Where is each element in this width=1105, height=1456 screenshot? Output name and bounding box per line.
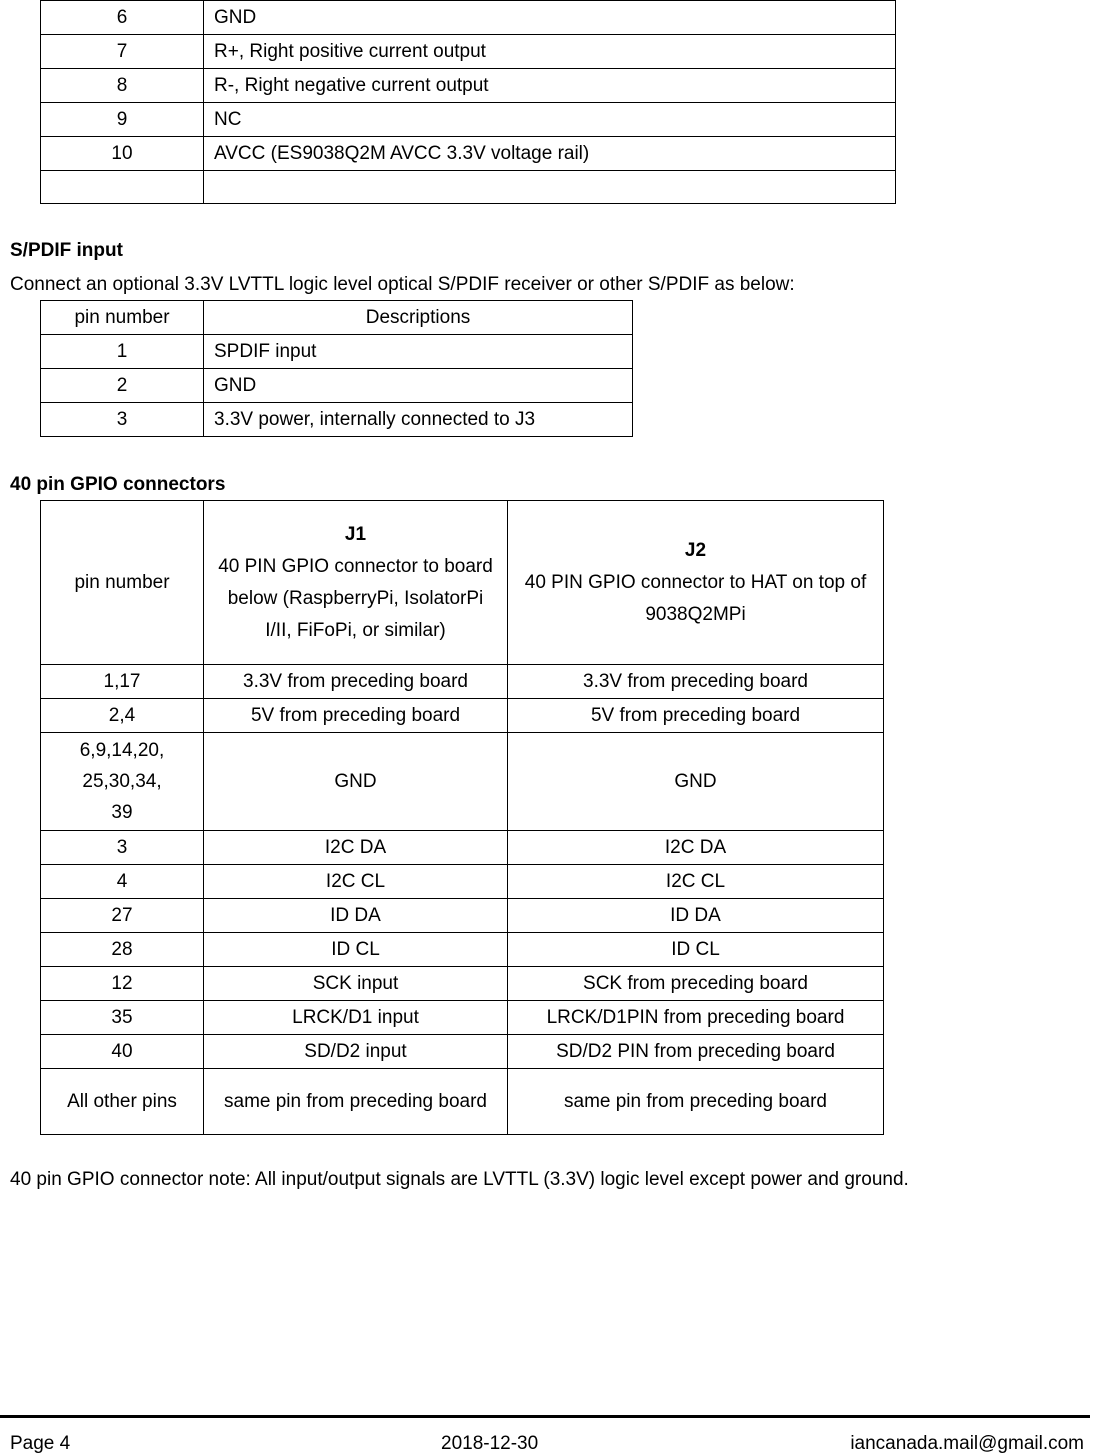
pin-cell: 6,9,14,20, 25,30,34, 39 [41, 733, 204, 831]
j1-cell: 5V from preceding board [204, 699, 508, 733]
table-row [41, 69, 896, 103]
header-j1 [204, 501, 508, 665]
table-row [41, 335, 633, 369]
footer-divider [0, 1415, 1090, 1418]
gpio-note: 40 pin GPIO connector note: All input/output signals are LVTTL (3.3V) logic level except power and ground. [10, 1169, 909, 1190]
table-row [41, 967, 884, 1001]
footer-date: 2018-12-30 [441, 1433, 539, 1454]
j2-cell: ID CL [508, 933, 884, 967]
pin-cell: 28 [41, 933, 204, 967]
j1-cell: ID DA [204, 899, 508, 933]
table-row [41, 403, 633, 437]
pin-cell: All other pins [41, 1069, 204, 1135]
table-row [41, 865, 884, 899]
spdif-intro: Connect an optional 3.3V LVTTL logic level optical S/PDIF receiver or other S/PDIF as below: [10, 274, 795, 295]
pin-table-continued [40, 0, 896, 204]
j2-cell: SCK from preceding board [508, 967, 884, 1001]
desc-cell: R+, Right positive current output [204, 35, 896, 69]
table-header-row [41, 501, 884, 665]
j1-cell: I2C DA [204, 831, 508, 865]
j1-cell: 3.3V from preceding board [204, 665, 508, 699]
table-header-row [41, 301, 633, 335]
j2-cell: same pin from preceding board [508, 1069, 884, 1135]
table-row [41, 933, 884, 967]
pin-cell: 7 [41, 35, 204, 69]
j2-cell: LRCK/D1PIN from preceding board [508, 1001, 884, 1035]
j2-cell: GND [508, 733, 884, 831]
pin-cell: 2,4 [41, 699, 204, 733]
table-row [41, 1, 896, 35]
table-row [41, 35, 896, 69]
pin-cell: 8 [41, 69, 204, 103]
j1-cell: SCK input [204, 967, 508, 1001]
desc-cell: 3.3V power, internally connected to J3 [204, 403, 633, 437]
pin-cell: 2 [41, 369, 204, 403]
table-row [41, 369, 633, 403]
header-j2 [508, 501, 884, 665]
pin-cell [41, 171, 204, 204]
table-row [41, 1001, 884, 1035]
table-row [41, 831, 884, 865]
desc-cell: AVCC (ES9038Q2M AVCC 3.3V voltage rail) [204, 137, 896, 171]
desc-cell: GND [204, 1, 896, 35]
table-row [41, 171, 896, 204]
header-pin-number: pin number [41, 301, 204, 335]
j1-cell: same pin from preceding board [204, 1069, 508, 1135]
table-row [41, 899, 884, 933]
j2-cell: I2C DA [508, 831, 884, 865]
j1-cell: I2C CL [204, 865, 508, 899]
j1-cell: GND [204, 733, 508, 831]
table-row [41, 665, 884, 699]
table-row [41, 1069, 884, 1135]
desc-cell: R-, Right negative current output [204, 69, 896, 103]
pin-cell: 9 [41, 103, 204, 137]
j1-title: J1 [344, 523, 367, 545]
j2-cell: ID DA [508, 899, 884, 933]
table-row [41, 733, 884, 831]
footer-page-number: Page 4 [10, 1433, 71, 1454]
pin-cell: 40 [41, 1035, 204, 1069]
desc-cell: SPDIF input [204, 335, 633, 369]
pin-cell: 3 [41, 403, 204, 437]
gpio-heading: 40 pin GPIO connectors [10, 474, 226, 495]
j2-title: J2 [684, 539, 707, 561]
j1-desc: 40 PIN GPIO connector to board below (RaspberryPi, IsolatorPi I/II, FiFoPi, or similar) [218, 555, 493, 641]
desc-cell [204, 171, 896, 204]
table-row [41, 1035, 884, 1069]
spdif-table [40, 300, 633, 437]
pin-cell: 6 [41, 1, 204, 35]
j2-cell: I2C CL [508, 865, 884, 899]
table-row [41, 103, 896, 137]
pin-cell: 3 [41, 831, 204, 865]
gpio-table [40, 500, 884, 1135]
j1-cell: SD/D2 input [204, 1035, 508, 1069]
j2-cell: SD/D2 PIN from preceding board [508, 1035, 884, 1069]
desc-cell: GND [204, 369, 633, 403]
pin-cell: 27 [41, 899, 204, 933]
pin-cell: 4 [41, 865, 204, 899]
pin-cell: 1 [41, 335, 204, 369]
pin-cell: 10 [41, 137, 204, 171]
header-pin-number: pin number [41, 501, 204, 665]
pin-cell: 35 [41, 1001, 204, 1035]
j2-cell: 3.3V from preceding board [508, 665, 884, 699]
j2-desc: 40 PIN GPIO connector to HAT on top of 9038Q2MPi [524, 571, 867, 625]
table-row [41, 699, 884, 733]
footer-email: iancanada.mail@gmail.com [850, 1433, 1084, 1454]
desc-cell: NC [204, 103, 896, 137]
j1-cell: ID CL [204, 933, 508, 967]
spdif-heading: S/PDIF input [10, 240, 123, 261]
j2-cell: 5V from preceding board [508, 699, 884, 733]
j1-cell: LRCK/D1 input [204, 1001, 508, 1035]
pin-cell: 1,17 [41, 665, 204, 699]
header-descriptions: Descriptions [204, 301, 633, 335]
table-row [41, 137, 896, 171]
pin-cell: 12 [41, 967, 204, 1001]
